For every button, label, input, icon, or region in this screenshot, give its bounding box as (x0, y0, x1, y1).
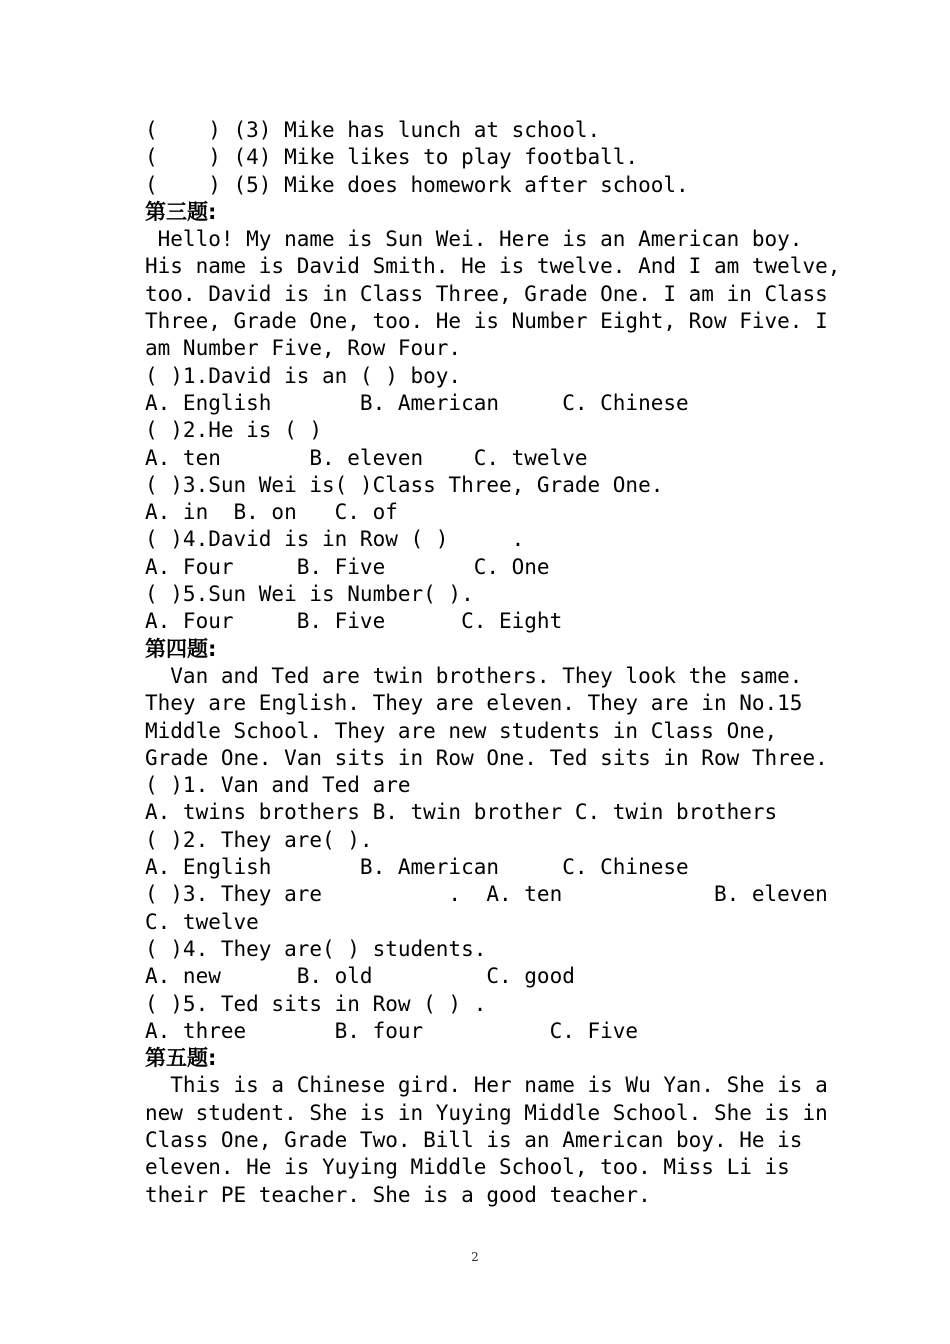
text-line: Hello! My name is Sun Wei. Here is an American boy. (145, 227, 803, 252)
text-line: Grade One. Van sits in Row One. Ted sits in Row Three. (145, 745, 828, 770)
text-line: ( )1. Van and Ted are (145, 773, 411, 798)
text-line: ( )2.He is ( ) (145, 418, 323, 443)
text-line: Middle School. They are new students in Class One, (145, 718, 778, 743)
section-heading: 第五题: (145, 1046, 217, 1071)
text-line: A. ten B. eleven C. twelve (145, 445, 588, 470)
text-line: new student. She is in Yuying Middle School. She is in (145, 1100, 828, 1125)
text-line: This is a Chinese gird. Her name is Wu Yan. She is a (145, 1073, 828, 1098)
text-line: ( )2. They are( ). (145, 827, 373, 852)
section-heading: 第四题: (145, 636, 217, 661)
text-line: A. in B. on C. of (145, 500, 398, 525)
text-line: Van and Ted are twin brothers. They look the same. (145, 663, 803, 688)
text-line: A. English B. American C. Chinese (145, 390, 689, 415)
text-line: ( )1.David is an ( ) boy. (145, 363, 462, 388)
document-body (145, 117, 845, 1209)
text-line: ( )5.Sun Wei is Number( ). (145, 582, 474, 607)
text-line: A. English B. American C. Chinese (145, 855, 689, 880)
text-line: ( )5. Ted sits in Row ( ) . (145, 991, 487, 1016)
page-number: 2 (471, 1250, 479, 1264)
section-heading: 第三题: (145, 199, 217, 224)
text-line: Three, Grade One, too. He is Number Eight, Row Five. I (145, 309, 828, 334)
text-line: Class One, Grade Two. Bill is an American boy. He is (145, 1127, 803, 1152)
text-line: A. twins brothers B. twin brother C. twin brothers (145, 800, 778, 825)
text-line: They are English. They are eleven. They are in No.15 (145, 691, 803, 716)
text-line: ( ) (5) Mike does homework after school. (145, 172, 689, 197)
text-line: His name is David Smith. He is twelve. And I am twelve, (145, 254, 841, 279)
text-line: am Number Five, Row Four. (145, 336, 462, 361)
text-line: eleven. He is Yuying Middle School, too. Miss Li is (145, 1155, 790, 1180)
text-line: C. twelve (145, 909, 259, 934)
text-line: ( ) (4) Mike likes to play football. (145, 145, 639, 170)
text-line: A. three B. four C. Five (145, 1018, 639, 1043)
text-line: too. David is in Class Three, Grade One. I am in Class (145, 281, 828, 306)
text-line: A. Four B. Five C. Eight (145, 609, 563, 634)
text-line: ( )4. They are( ) students. (145, 936, 487, 961)
text-line: their PE teacher. She is a good teacher. (145, 1182, 651, 1207)
text-line: A. new B. old C. good (145, 964, 575, 989)
text-line: A. Four B. Five C. One (145, 554, 550, 579)
text-line: ( )3. They are . A. ten B. eleven (145, 882, 828, 907)
text-line: ( )3.Sun Wei is( )Class Three, Grade One. (145, 472, 664, 497)
text-line: ( )4.David is in Row ( ) . (145, 527, 525, 552)
text-line: ( ) (3) Mike has lunch at school. (145, 118, 601, 142)
